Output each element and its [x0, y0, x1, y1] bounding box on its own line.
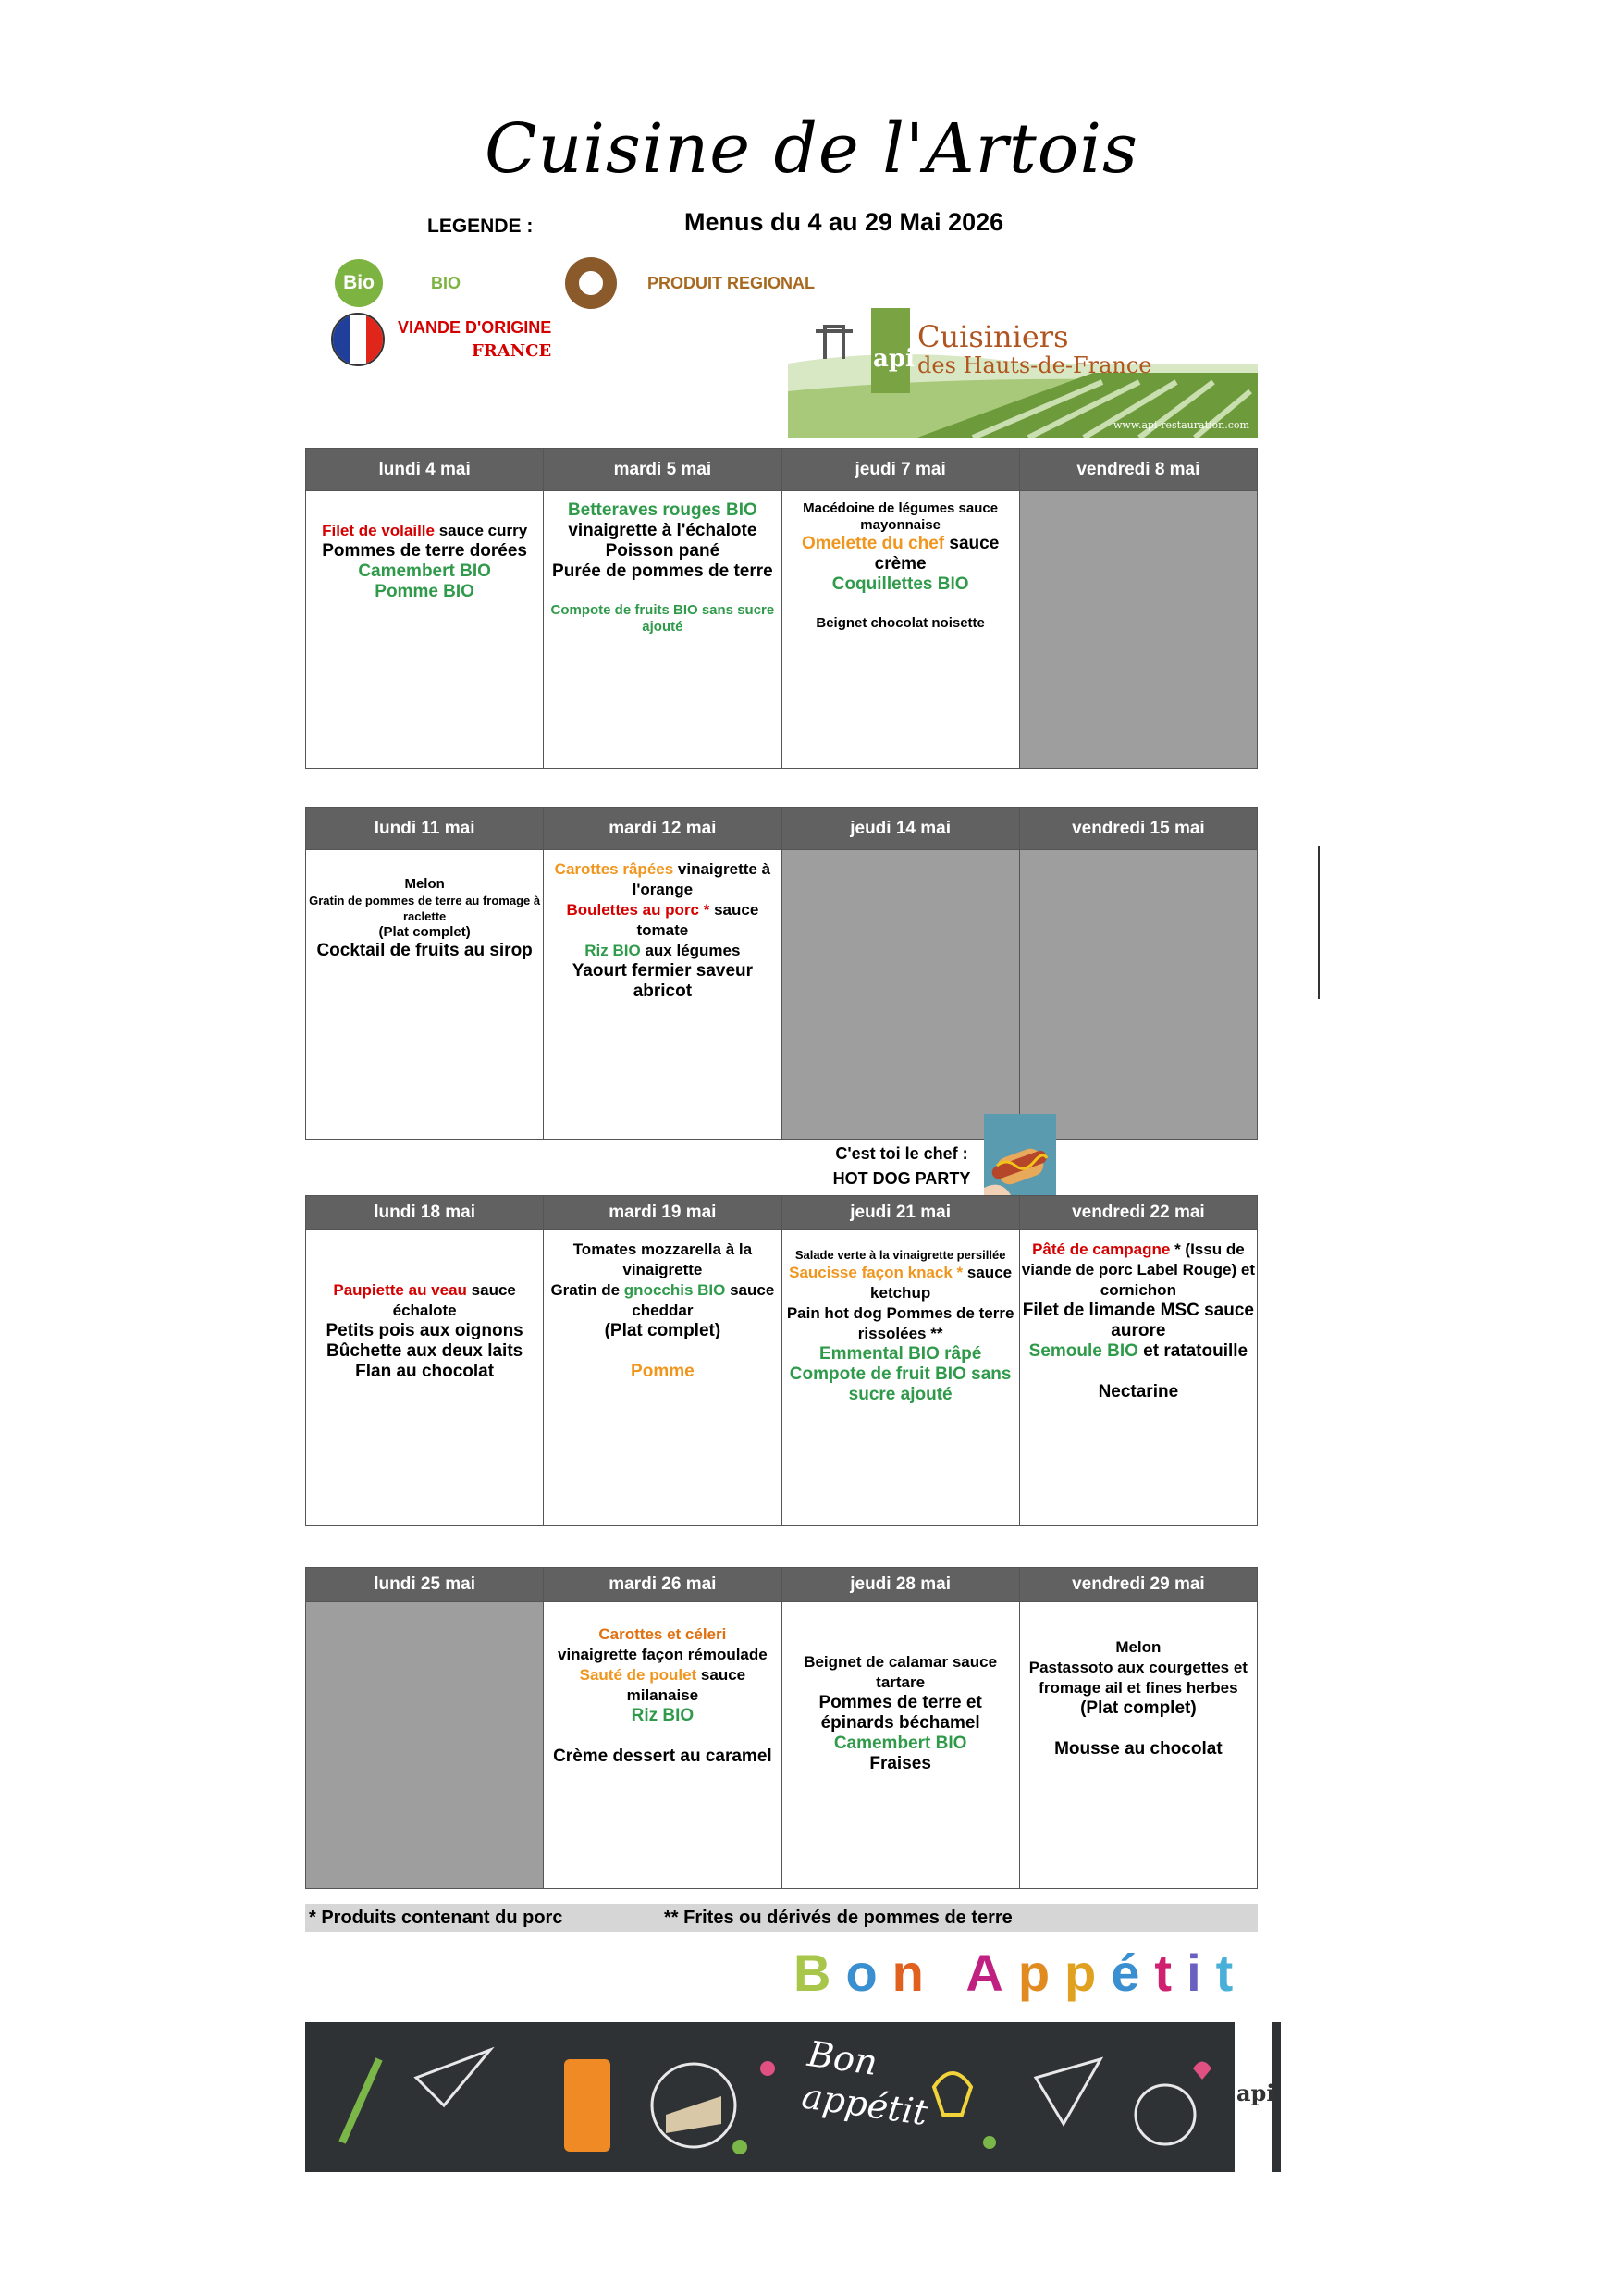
banner-text-2: appétit: [799, 2075, 930, 2134]
menu-item: Pommes de terre dorées: [322, 541, 527, 561]
regional-product-icon: [565, 257, 617, 309]
menu-item: Sauté de poulet sauce milanaise: [579, 1666, 746, 1704]
menu-item: Beignet de calamar sauce tartare: [804, 1653, 998, 1691]
day-header: mardi 26 mai: [544, 1568, 781, 1602]
day-header: vendredi 29 mai: [1019, 1568, 1257, 1602]
chef-note: [814, 1142, 990, 1191]
menu-item: Pain hot dog Pommes de terre rissolées **: [786, 1304, 1014, 1342]
menu-item: Crème dessert au caramel: [553, 1747, 772, 1766]
menu-item: Pastassoto aux courgettes et fromage ail et fines herbes: [1028, 1659, 1248, 1697]
menu-item: Boulettes au porc * sauce tomate: [566, 901, 759, 939]
day-header: vendredi 15 mai: [1019, 808, 1257, 850]
day-header: jeudi 7 mai: [781, 449, 1019, 491]
menu-item: Coquillettes BIO: [831, 574, 969, 594]
menu-cell-closed: [306, 1602, 544, 1889]
day-header: mardi 5 mai: [544, 449, 781, 491]
menu-item: Betteraves rouges BIO vinaigrette à l'échalote: [567, 500, 757, 540]
menu-item: Tomates mozzarella à la vinaigrette: [572, 1241, 753, 1278]
menu-item: Paupiette au veau sauce échalote: [333, 1281, 516, 1319]
menu-item: Pâté de campagne * (Issu de viande de porc Label Rouge) et cornichon: [1021, 1241, 1255, 1299]
menu-cell: [306, 850, 544, 1140]
bon-appetit-text: Bon Appétit: [793, 1944, 1248, 2002]
menu-item: Gratin de gnocchis BIO sauce cheddar: [550, 1281, 775, 1319]
menu-item: Emmental BIO râpé: [818, 1344, 982, 1364]
menu-item: Pommes de terre et épinards béchamel: [818, 1693, 982, 1733]
menu-item: (Plat complet): [378, 924, 471, 940]
menu-item: Riz BIO: [631, 1706, 695, 1725]
logo-url: www.api-restauration.com: [1113, 419, 1249, 431]
week-2-table: [305, 807, 1258, 1140]
fries-note: ** Frites ou dérivés de pommes de terre: [664, 1907, 1013, 1928]
menu-item: Riz BIO aux légumes: [584, 942, 741, 959]
pork-note: * Produits contenant du porc: [309, 1907, 563, 1928]
menu-item: Fraises: [869, 1754, 931, 1773]
menu-item: (Plat complet): [1080, 1698, 1197, 1718]
menu-item: Macédoine de légumes sauce mayonnaise: [803, 500, 999, 533]
day-header: lundi 4 mai: [306, 449, 544, 491]
divider-line: [1318, 846, 1320, 999]
day-header: jeudi 21 mai: [781, 1196, 1019, 1230]
menu-item: Omelette du chef sauce crème: [801, 534, 1000, 574]
menu-item: Mousse au chocolat: [1054, 1739, 1223, 1759]
menu-item: Melon: [1115, 1638, 1162, 1656]
menu-item: Camembert BIO: [358, 562, 491, 581]
menu-item: Saucisse façon knack * sauce ketchup: [789, 1264, 1013, 1302]
chef-note-line1: C'est toi le chef :: [835, 1144, 968, 1163]
menu-item: Yaourt fermier saveur abricot: [572, 961, 754, 1001]
day-header: vendredi 8 mai: [1019, 449, 1257, 491]
menu-item: Beignet chocolat noisette: [816, 615, 985, 631]
legend-bio-label: BIO: [431, 273, 461, 292]
week-3-table: [305, 1195, 1258, 1526]
menu-item: Petits pois aux oignons: [326, 1321, 523, 1340]
menu-cell: [781, 1602, 1019, 1889]
menu-item: Filet de volaille sauce curry: [322, 522, 528, 539]
menu-item: Melon: [404, 876, 445, 892]
logo-brand: api: [873, 345, 915, 373]
day-header: lundi 18 mai: [306, 1196, 544, 1230]
menu-item: Compote de fruit BIO sans sucre ajouté: [789, 1364, 1012, 1404]
day-header: jeudi 14 mai: [781, 808, 1019, 850]
legend-title: LEGENDE :: [427, 216, 534, 237]
menu-item: Camembert BIO: [833, 1734, 967, 1753]
menu-cell: [1019, 1602, 1257, 1889]
france-flag-icon: [331, 313, 385, 366]
menu-item: Carottes et céleri vinaigrette façon rémoulade: [558, 1625, 768, 1663]
page-title: Cuisine de l'Artois: [484, 109, 1138, 189]
menu-cell-closed: [781, 850, 1019, 1140]
footer-notes: [305, 1904, 1258, 1932]
menus-title: Menus du 4 au 29 Mai 2026: [684, 208, 1004, 236]
menu-item: (Plat complet): [604, 1321, 721, 1340]
day-header: jeudi 28 mai: [781, 1568, 1019, 1602]
legend-viande: [331, 313, 551, 366]
menu-item: Bûchette aux deux laits: [326, 1341, 523, 1361]
chef-note-line2: HOT DOG PARTY: [832, 1169, 971, 1188]
day-header: mardi 12 mai: [544, 808, 781, 850]
menu-cell-closed: [1019, 491, 1257, 769]
legend-regional-label: PRODUIT REGIONAL: [647, 273, 816, 292]
legend-viande-label-2: FRANCE: [472, 341, 552, 361]
bio-icon: Bio: [335, 259, 383, 307]
menu-cell-closed: [1019, 850, 1257, 1140]
menu-cell: [544, 1230, 781, 1526]
day-header: lundi 11 mai: [306, 808, 544, 850]
menu-item: Pomme: [631, 1362, 695, 1381]
menu-cell: [306, 1230, 544, 1526]
day-header: mardi 19 mai: [544, 1196, 781, 1230]
legend-viande-label-1: VIANDE D'ORIGINE: [398, 318, 552, 337]
menu-item: Carottes râpées vinaigrette à l'orange: [554, 860, 771, 898]
banner-brand: api: [1236, 2080, 1275, 2106]
chalkboard-banner: [305, 2022, 1281, 2172]
menu-cell: [544, 1602, 781, 1889]
week-4-table: [305, 1567, 1258, 1889]
menu-item: Cocktail de fruits au sirop: [316, 941, 533, 960]
day-header: vendredi 22 mai: [1019, 1196, 1257, 1230]
legend-bio: [335, 259, 461, 307]
menu-item: Gratin de pommes de terre au fromage à raclette: [309, 894, 541, 923]
menu-cell: [544, 491, 781, 769]
menu-item: Compote de fruits BIO sans sucre ajouté: [550, 602, 775, 635]
menu-item: Pomme BIO: [375, 582, 474, 601]
legend-regional: [565, 257, 815, 309]
menu-item: Purée de pommes de terre: [552, 562, 773, 581]
menu-cell: [1019, 1230, 1257, 1526]
cuisiniers-logo: [788, 308, 1258, 438]
menu-item: Filet de limande MSC sauce aurore: [1022, 1301, 1254, 1340]
menu-item: Semoule BIO et ratatouille: [1028, 1341, 1248, 1361]
menu-cell: [306, 491, 544, 769]
day-header: lundi 25 mai: [306, 1568, 544, 1602]
logo-name-1: Cuisiniers: [917, 319, 1069, 354]
menu-item: Salade verte à la vinaigrette persillée: [794, 1248, 1006, 1262]
menu-cell: [781, 1230, 1019, 1526]
menu-item: Poisson pané: [605, 541, 720, 561]
menu-cell: [544, 850, 781, 1140]
banner-text-1: Bon: [805, 2032, 880, 2083]
banner-text: [799, 2032, 936, 2134]
menu-item: Flan au chocolat: [355, 1362, 495, 1381]
menu-item: Nectarine: [1098, 1382, 1179, 1401]
week-1-table: [305, 448, 1258, 769]
menu-cell: [781, 491, 1019, 769]
logo-name-2: des Hauts-de-France: [917, 352, 1152, 378]
